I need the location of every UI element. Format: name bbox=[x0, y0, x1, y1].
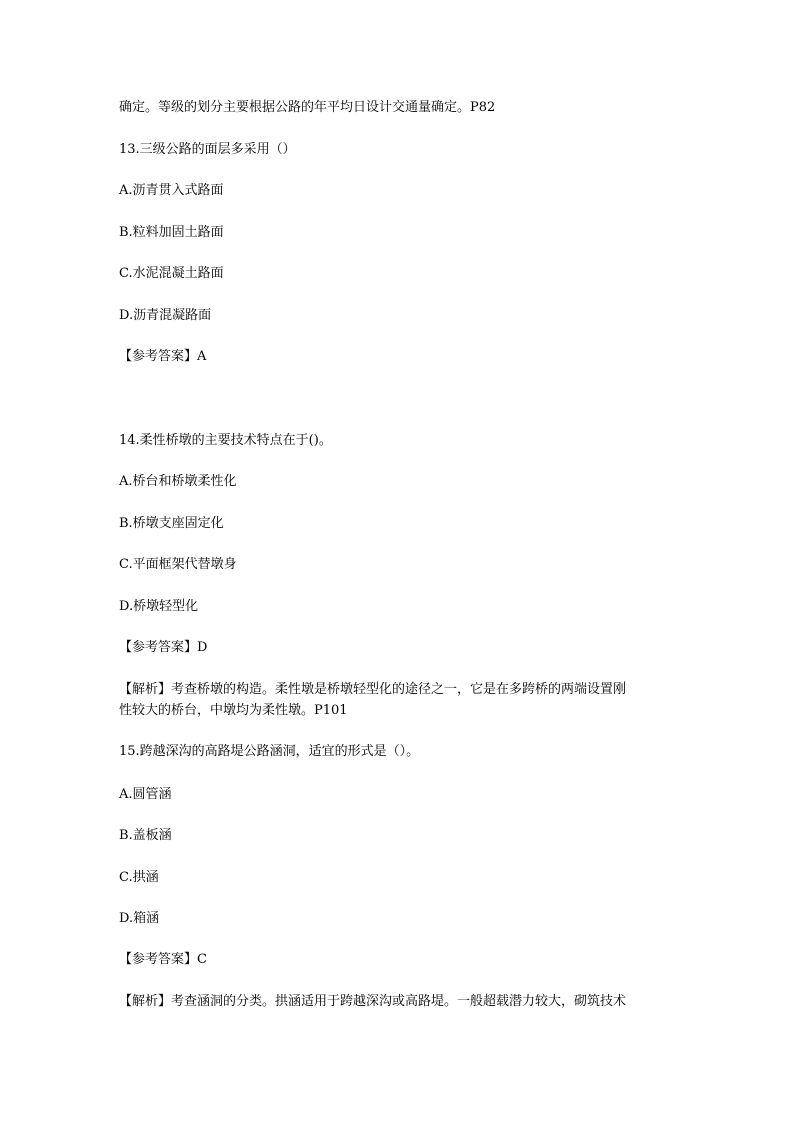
q14-option-c: C.平面框架代替墩身 bbox=[119, 557, 237, 572]
question-14: 14.柔性桥墩的主要技术特点在于()。 bbox=[119, 433, 332, 448]
q14-analysis-line-2: 性较大的桥台，中墩均为柔性墩。P101 bbox=[119, 703, 348, 718]
q13-option-c: C.水泥混凝土路面 bbox=[119, 266, 224, 281]
question-15: 15.跨越深沟的高路堤公路涵洞，适宜的形式是（）。 bbox=[119, 744, 420, 759]
q14-analysis-line-1: 【解析】考查桥墩的构造。柔性墩是桥墩轻型化的途径之一，它是在多跨桥的两端设置刚 bbox=[119, 682, 627, 697]
q13-option-b: B.粒料加固土路面 bbox=[119, 225, 224, 240]
q13-option-d: D.沥青混凝路面 bbox=[119, 308, 212, 323]
question-13: 13.三级公路的面层多采用（） bbox=[119, 142, 296, 157]
q14-answer: 【参考答案】D bbox=[119, 640, 208, 655]
q14-option-b: B.桥墩支座固定化 bbox=[119, 516, 224, 531]
q15-option-b: B.盖板涵 bbox=[119, 828, 172, 843]
q15-analysis-line-1: 【解析】考查涵洞的分类。拱涵适用于跨越深沟或高路堤。一般超载潜力较大，砌筑技术 bbox=[119, 994, 627, 1009]
q14-option-d: D.桥墩轻型化 bbox=[119, 599, 199, 614]
q13-answer: 【参考答案】A bbox=[119, 349, 207, 364]
q14-option-a: A.桥台和桥墩柔性化 bbox=[119, 474, 237, 489]
q15-option-a: A.圆管涵 bbox=[119, 787, 172, 802]
q15-answer: 【参考答案】C bbox=[119, 952, 207, 967]
intro-text: 确定。等级的划分主要根据公路的年平均日设计交通量确定。P82 bbox=[119, 100, 496, 115]
q15-option-c: C.拱涵 bbox=[119, 870, 159, 885]
q15-option-d: D.箱涵 bbox=[119, 911, 160, 926]
q13-option-a: A.沥青贯入式路面 bbox=[119, 183, 224, 198]
